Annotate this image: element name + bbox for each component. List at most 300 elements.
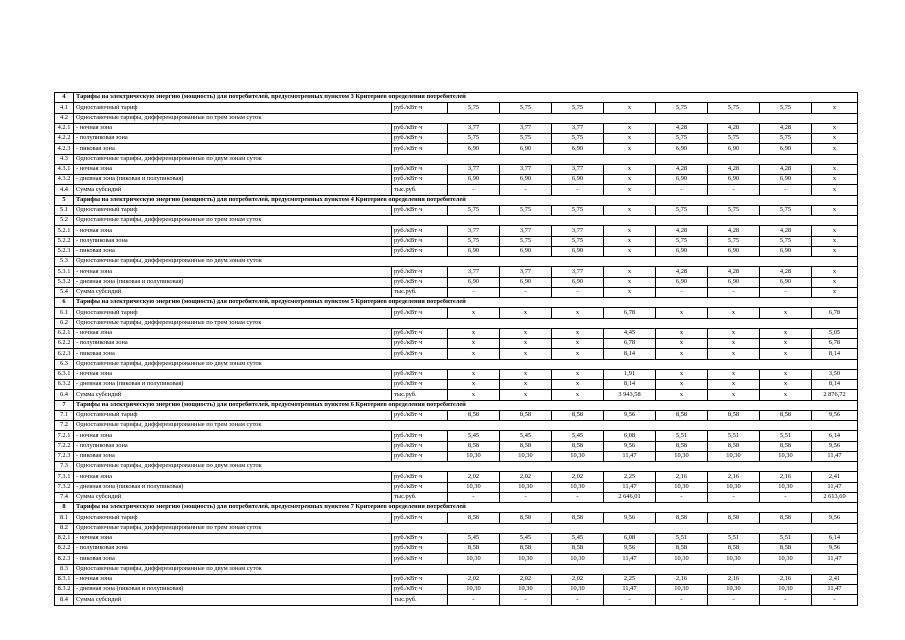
row-label: - пиковая зона	[74, 554, 392, 564]
value-cell: x	[500, 380, 552, 390]
value-cell: x	[552, 380, 604, 390]
table-row	[55, 164, 858, 174]
row-number: 8.2.1	[55, 533, 74, 543]
row-label: Одноставочные тарифы, дифференцированные по двум зонам суток	[74, 154, 858, 164]
value-cell: 9,56	[604, 544, 656, 554]
value-cell: 6,90	[500, 175, 552, 185]
group-row	[55, 564, 858, 574]
value-cell: 8,58	[448, 410, 500, 420]
value-cell: 10,30	[500, 451, 552, 461]
table-row	[55, 267, 858, 277]
value-cell: 5,51	[708, 533, 760, 543]
row-number: 6.2	[55, 318, 74, 328]
value-cell: 5,75	[708, 205, 760, 215]
table-row	[55, 175, 858, 185]
value-cell: 2,16	[708, 574, 760, 584]
value-cell: 10,30	[500, 554, 552, 564]
value-cell: -	[656, 595, 708, 605]
row-label: - дневная зона (пиковая и полупиковая)	[74, 175, 392, 185]
group-row	[55, 523, 858, 533]
value-cell: 5,75	[500, 103, 552, 113]
unit-cell: тыс.руб.	[392, 492, 448, 502]
value-cell: -	[760, 492, 812, 502]
value-cell: x	[552, 339, 604, 349]
row-label: Одноставочный тариф	[74, 410, 392, 420]
table-row	[55, 103, 858, 113]
value-cell: 10,30	[760, 585, 812, 595]
value-cell: 5,51	[656, 533, 708, 543]
value-cell: x	[708, 308, 760, 318]
value-cell: 2,16	[760, 574, 812, 584]
value-cell: 2,41	[812, 574, 858, 584]
value-cell: 10,30	[448, 482, 500, 492]
row-number: 7.3	[55, 462, 74, 472]
tariff-table-body	[55, 93, 858, 606]
row-label: - ночная зона	[74, 472, 392, 482]
row-label: - пиковая зона	[74, 451, 392, 461]
value-cell: x	[448, 390, 500, 400]
value-cell: 6,78	[812, 339, 858, 349]
row-label: - полупиковая зона	[74, 236, 392, 246]
unit-cell: руб./кВт·ч	[392, 554, 448, 564]
value-cell: 11,47	[812, 585, 858, 595]
value-cell: 2,02	[448, 472, 500, 482]
value-cell: 10,30	[708, 451, 760, 461]
row-number: 4.2.1	[55, 123, 74, 133]
table-row	[55, 277, 858, 287]
value-cell: x	[448, 369, 500, 379]
value-cell: 9,56	[812, 441, 858, 451]
row-label: Одноставочные тарифы, дифференцированные по двум зонам суток	[74, 564, 858, 574]
value-cell: x	[812, 123, 858, 133]
table-row	[55, 431, 858, 441]
row-number: 5.3.1	[55, 267, 74, 277]
value-cell: 5,75	[760, 103, 812, 113]
unit-cell: тыс.руб.	[392, 390, 448, 400]
row-number: 4.2.2	[55, 134, 74, 144]
value-cell: 5,75	[552, 103, 604, 113]
row-number: 7.2.3	[55, 451, 74, 461]
value-cell: 5,45	[500, 533, 552, 543]
row-number: 5.4	[55, 287, 74, 297]
value-cell: 10,30	[448, 451, 500, 461]
value-cell: x	[656, 369, 708, 379]
table-row	[55, 185, 858, 195]
row-label: - полупиковая зона	[74, 339, 392, 349]
value-cell: x	[552, 328, 604, 338]
value-cell: 5,75	[448, 236, 500, 246]
value-cell: 6,90	[708, 246, 760, 256]
value-cell: -	[812, 595, 858, 605]
group-row	[55, 257, 858, 267]
unit-cell: руб./кВт·ч	[392, 226, 448, 236]
value-cell: 6,90	[552, 144, 604, 154]
table-row	[55, 441, 858, 451]
group-row	[55, 462, 858, 472]
table-row	[55, 369, 858, 379]
row-label: - ночная зона	[74, 369, 392, 379]
value-cell: x	[656, 380, 708, 390]
row-label: - полупиковая зона	[74, 441, 392, 451]
table-row	[55, 472, 858, 482]
value-cell: x	[604, 246, 656, 256]
row-label: - ночная зона	[74, 431, 392, 441]
unit-cell: руб./кВт·ч	[392, 328, 448, 338]
value-cell: 10,30	[760, 451, 812, 461]
value-cell: x	[812, 267, 858, 277]
value-cell: 10,30	[760, 554, 812, 564]
row-label: Одноставочный тариф	[74, 308, 392, 318]
row-number: 6.3.1	[55, 369, 74, 379]
value-cell: 11,47	[604, 585, 656, 595]
row-number: 5.3.2	[55, 277, 74, 287]
value-cell: x	[812, 246, 858, 256]
row-label: Сумма субсидий	[74, 287, 392, 297]
value-cell: 8,58	[760, 410, 812, 420]
row-number: 8.3.1	[55, 574, 74, 584]
value-cell: 6,90	[760, 144, 812, 154]
row-number: 7.4	[55, 492, 74, 502]
value-cell: 6,14	[812, 533, 858, 543]
unit-cell: руб./кВт·ч	[392, 144, 448, 154]
unit-cell: руб./кВт·ч	[392, 585, 448, 595]
row-number: 5.2.2	[55, 236, 74, 246]
row-number: 4.4	[55, 185, 74, 195]
value-cell: x	[812, 164, 858, 174]
tariff-sheet	[54, 92, 857, 606]
unit-cell: руб./кВт·ч	[392, 544, 448, 554]
value-cell: -	[708, 185, 760, 195]
value-cell: 6,90	[656, 144, 708, 154]
unit-cell: руб./кВт·ч	[392, 369, 448, 379]
value-cell: 5,45	[448, 431, 500, 441]
row-number: 4.3.1	[55, 164, 74, 174]
value-cell: 5,75	[552, 134, 604, 144]
unit-cell: тыс.руб.	[392, 287, 448, 297]
unit-cell: руб./кВт·ч	[392, 410, 448, 420]
value-cell: 3,77	[500, 226, 552, 236]
value-cell: x	[604, 134, 656, 144]
row-number: 5.3	[55, 257, 74, 267]
value-cell: x	[812, 103, 858, 113]
value-cell: 8,14	[812, 349, 858, 359]
row-number: 6.4	[55, 390, 74, 400]
value-cell: x	[708, 380, 760, 390]
value-cell: 8,58	[552, 410, 604, 420]
section-header-row	[55, 503, 858, 513]
value-cell: 2,16	[656, 574, 708, 584]
value-cell: 6,78	[812, 308, 858, 318]
value-cell: 3,50	[812, 369, 858, 379]
row-label: - пиковая зона	[74, 144, 392, 154]
row-number: 6.2.3	[55, 349, 74, 359]
row-label: - ночная зона	[74, 267, 392, 277]
value-cell: x	[812, 226, 858, 236]
value-cell: 10,30	[708, 585, 760, 595]
unit-cell: тыс.руб.	[392, 185, 448, 195]
value-cell: -	[500, 185, 552, 195]
table-row	[55, 226, 858, 236]
value-cell: 2,02	[552, 472, 604, 482]
table-row	[55, 205, 858, 215]
value-cell: 10,30	[552, 554, 604, 564]
value-cell: 6,90	[448, 144, 500, 154]
value-cell: 5,45	[552, 533, 604, 543]
unit-cell: руб./кВт·ч	[392, 441, 448, 451]
value-cell: 5,75	[708, 236, 760, 246]
section-header-row	[55, 298, 858, 308]
value-cell: -	[708, 595, 760, 605]
value-cell: 2,02	[552, 574, 604, 584]
value-cell: x	[604, 236, 656, 246]
value-cell: 8,58	[500, 513, 552, 523]
value-cell: 9,56	[812, 513, 858, 523]
value-cell: x	[760, 390, 812, 400]
row-number: 4.2	[55, 113, 74, 123]
value-cell: x	[760, 339, 812, 349]
value-cell: 6,14	[812, 431, 858, 441]
value-cell: -	[552, 287, 604, 297]
value-cell: 8,58	[708, 441, 760, 451]
value-cell: x	[500, 339, 552, 349]
row-label: Тарифы на электрическую энергию (мощность) для потребителей, предусмотренных пунктом 7 Критериев определения потребителей	[74, 503, 858, 513]
row-label: - полупиковая зона	[74, 134, 392, 144]
value-cell: 3,77	[552, 123, 604, 133]
unit-cell: руб./кВт·ч	[392, 123, 448, 133]
value-cell: 5,75	[708, 134, 760, 144]
row-number: 6.2.1	[55, 328, 74, 338]
row-number: 7.3.1	[55, 472, 74, 482]
row-label: Одноставочные тарифы, дифференцированные по трем зонам суток	[74, 113, 858, 123]
value-cell: 8,14	[604, 380, 656, 390]
row-number: 5.2.3	[55, 246, 74, 256]
value-cell: 6,90	[552, 175, 604, 185]
value-cell: x	[812, 236, 858, 246]
value-cell: 3,77	[448, 123, 500, 133]
value-cell: x	[552, 369, 604, 379]
value-cell: 2,02	[448, 574, 500, 584]
value-cell: x	[500, 349, 552, 359]
value-cell: 3,77	[500, 267, 552, 277]
value-cell: 2,02	[500, 472, 552, 482]
value-cell: x	[656, 328, 708, 338]
group-row	[55, 113, 858, 123]
row-number: 5.1	[55, 205, 74, 215]
unit-cell: руб./кВт·ч	[392, 164, 448, 174]
value-cell: 8,58	[656, 544, 708, 554]
unit-cell: руб./кВт·ч	[392, 451, 448, 461]
row-label: Одноставочные тарифы, дифференцированные по двум зонам суток	[74, 257, 858, 267]
table-row	[55, 328, 858, 338]
row-label: - пиковая зона	[74, 246, 392, 256]
value-cell: 5,75	[552, 236, 604, 246]
unit-cell: руб./кВт·ч	[392, 472, 448, 482]
value-cell: 10,30	[656, 451, 708, 461]
unit-cell: руб./кВт·ч	[392, 267, 448, 277]
value-cell: x	[708, 349, 760, 359]
value-cell: x	[604, 175, 656, 185]
value-cell: x	[552, 308, 604, 318]
table-row	[55, 513, 858, 523]
value-cell: 6,90	[500, 246, 552, 256]
value-cell: 2,02	[500, 574, 552, 584]
value-cell: 8,58	[656, 410, 708, 420]
value-cell: 2,25	[604, 472, 656, 482]
value-cell: 3,77	[500, 164, 552, 174]
value-cell: x	[656, 349, 708, 359]
value-cell: 10,30	[448, 554, 500, 564]
row-number: 8.3.2	[55, 585, 74, 595]
value-cell: x	[448, 328, 500, 338]
value-cell: 6,90	[760, 277, 812, 287]
value-cell: 6,90	[656, 175, 708, 185]
table-row	[55, 339, 858, 349]
row-number: 5	[55, 195, 74, 205]
unit-cell: руб./кВт·ч	[392, 380, 448, 390]
value-cell: x	[812, 185, 858, 195]
row-label: Тарифы на электрическую энергию (мощность) для потребителей, предусмотренных пунктом 3 Критериев определения потребителей	[74, 93, 858, 103]
value-cell: 5,75	[656, 236, 708, 246]
value-cell: 2 646,01	[604, 492, 656, 502]
value-cell: 8,58	[760, 441, 812, 451]
table-row	[55, 585, 858, 595]
row-label: Сумма субсидий	[74, 492, 392, 502]
value-cell: 10,30	[500, 482, 552, 492]
value-cell: 5,75	[448, 103, 500, 113]
value-cell: x	[812, 175, 858, 185]
value-cell: 8,58	[552, 513, 604, 523]
value-cell: x	[656, 308, 708, 318]
row-label: - пиковая зона	[74, 349, 392, 359]
unit-cell: руб./кВт·ч	[392, 431, 448, 441]
row-label: - ночная зона	[74, 226, 392, 236]
value-cell: 10,30	[708, 482, 760, 492]
value-cell: x	[500, 369, 552, 379]
value-cell: 6,90	[760, 175, 812, 185]
value-cell: 10,30	[552, 585, 604, 595]
value-cell: x	[500, 390, 552, 400]
row-label: - ночная зона	[74, 164, 392, 174]
table-row	[55, 554, 858, 564]
section-header-row	[55, 400, 858, 410]
value-cell: x	[552, 390, 604, 400]
value-cell: 8,58	[656, 441, 708, 451]
value-cell: x	[760, 349, 812, 359]
row-label: Одноставочный тариф	[74, 205, 392, 215]
row-label: - дневная зона (пиковая и полупиковая)	[74, 277, 392, 287]
value-cell: 5,75	[448, 134, 500, 144]
value-cell: -	[760, 595, 812, 605]
value-cell: x	[604, 205, 656, 215]
value-cell: 5,75	[500, 134, 552, 144]
row-label: Одноставочные тарифы, дифференцированные по трем зонам суток	[74, 216, 858, 226]
value-cell: 3,77	[448, 267, 500, 277]
table-row	[55, 482, 858, 492]
value-cell: 8,58	[448, 513, 500, 523]
unit-cell: руб./кВт·ч	[392, 533, 448, 543]
row-label: - дневная зона (пиковая и полупиковая)	[74, 482, 392, 492]
value-cell: -	[448, 185, 500, 195]
unit-cell: руб./кВт·ч	[392, 513, 448, 523]
value-cell: 2,16	[656, 472, 708, 482]
row-label: Одноставочные тарифы, дифференцированные по трем зонам суток	[74, 523, 858, 533]
group-row	[55, 154, 858, 164]
value-cell: x	[604, 164, 656, 174]
value-cell: -	[500, 287, 552, 297]
table-row	[55, 380, 858, 390]
value-cell: -	[656, 492, 708, 502]
value-cell: 6,90	[708, 175, 760, 185]
value-cell: 10,30	[552, 482, 604, 492]
value-cell: 8,14	[812, 380, 858, 390]
value-cell: 2 876,72	[812, 390, 858, 400]
value-cell: 9,56	[604, 513, 656, 523]
value-cell: 8,58	[552, 441, 604, 451]
row-number: 4.3	[55, 154, 74, 164]
value-cell: 4,28	[760, 123, 812, 133]
value-cell: x	[448, 380, 500, 390]
row-label: Одноставочные тарифы, дифференцированные по двум зонам суток	[74, 462, 858, 472]
value-cell: 6,90	[448, 246, 500, 256]
value-cell: 3,77	[448, 226, 500, 236]
value-cell: 10,30	[656, 554, 708, 564]
table-row	[55, 544, 858, 554]
row-label: Сумма субсидий	[74, 595, 392, 605]
value-cell: 3,77	[448, 164, 500, 174]
value-cell: 8,58	[448, 544, 500, 554]
table-row	[55, 236, 858, 246]
value-cell: x	[656, 339, 708, 349]
value-cell: 5,75	[500, 205, 552, 215]
value-cell: x	[500, 308, 552, 318]
value-cell: 5,05	[812, 328, 858, 338]
value-cell: 8,58	[500, 544, 552, 554]
unit-cell: руб./кВт·ч	[392, 246, 448, 256]
row-number: 8.1	[55, 513, 74, 523]
value-cell: x	[760, 380, 812, 390]
value-cell: x	[708, 339, 760, 349]
value-cell: 5,45	[500, 431, 552, 441]
value-cell: -	[656, 185, 708, 195]
value-cell: 10,30	[656, 482, 708, 492]
value-cell: 2,16	[708, 472, 760, 482]
row-number: 4.2.3	[55, 144, 74, 154]
value-cell: x	[708, 328, 760, 338]
unit-cell: руб./кВт·ч	[392, 574, 448, 584]
value-cell: -	[448, 287, 500, 297]
value-cell: 9,56	[604, 410, 656, 420]
value-cell: 5,75	[760, 236, 812, 246]
value-cell: 11,47	[604, 482, 656, 492]
value-cell: 6,90	[500, 277, 552, 287]
row-number: 8	[55, 503, 74, 513]
value-cell: 6,90	[552, 277, 604, 287]
value-cell: -	[760, 185, 812, 195]
row-number: 7.3.2	[55, 482, 74, 492]
value-cell: x	[604, 287, 656, 297]
value-cell: x	[760, 308, 812, 318]
value-cell: 5,75	[656, 205, 708, 215]
table-row	[55, 410, 858, 420]
value-cell: x	[708, 390, 760, 400]
value-cell: x	[604, 226, 656, 236]
row-number: 6.1	[55, 308, 74, 318]
value-cell: -	[708, 492, 760, 502]
table-row	[55, 123, 858, 133]
row-label: - ночная зона	[74, 328, 392, 338]
row-label: - полупиковая зона	[74, 544, 392, 554]
value-cell: 6,08	[604, 533, 656, 543]
